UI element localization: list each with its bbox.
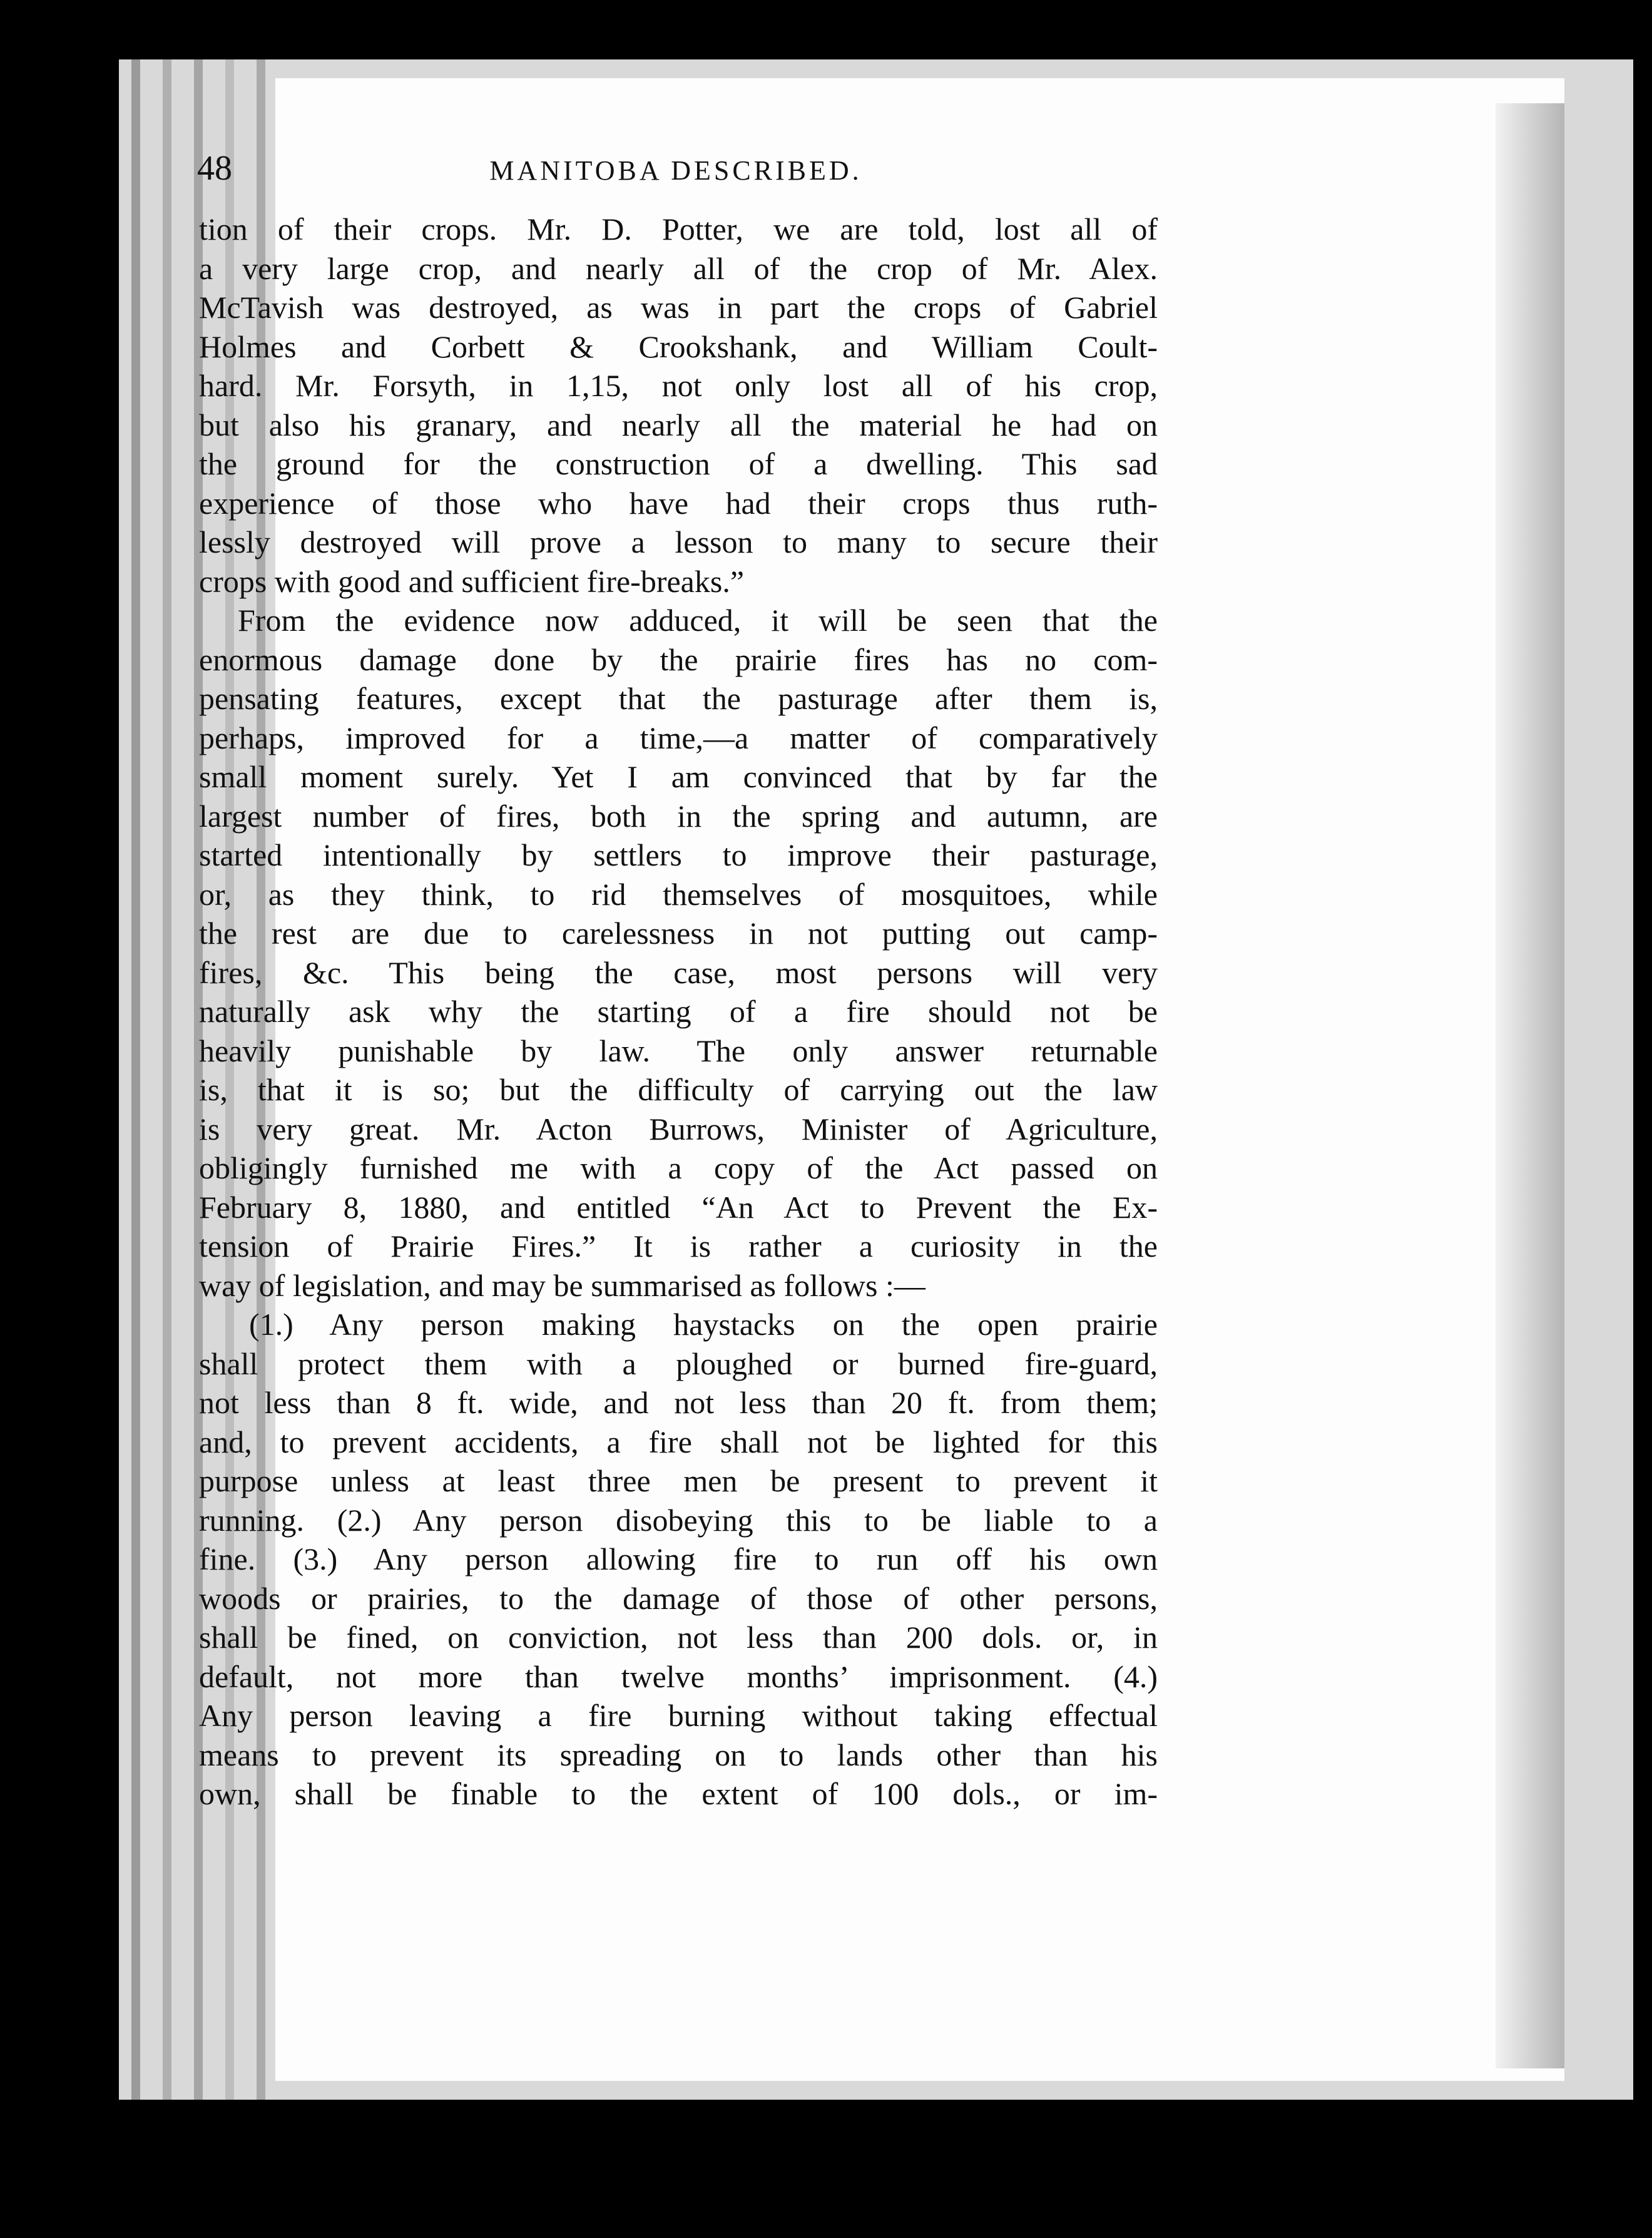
- text-line: tension of Prairie Fires.” It is rather a curiosity in the: [199, 1229, 1158, 1264]
- text-line: shall protect them with a ploughed or burned fire-guard,: [199, 1346, 1158, 1381]
- text-line: fine. (3.) Any person allowing fire to run off his own: [199, 1541, 1158, 1576]
- text-line: hard. Mr. Forsyth, in 1,15, not only lost all of his crop,: [199, 368, 1158, 403]
- body-text: [199, 210, 1158, 1814]
- text-line: small moment surely. Yet I am convinced that by far the: [199, 759, 1158, 794]
- text-line: From the evidence now adduced, it will be seen that the: [238, 603, 1158, 638]
- text-line: running. (2.) Any person disobeying this to be liable to a: [199, 1502, 1158, 1538]
- text-line: Any person leaving a fire burning without taking effectual: [199, 1698, 1158, 1733]
- text-line: heavily punishable by law. The only answer returnable: [199, 1033, 1158, 1068]
- text-line: Holmes and Corbett & Crookshank, and William Coult-: [199, 329, 1158, 364]
- running-title: MANITOBA DESCRIBED.: [489, 155, 862, 186]
- text-line: is, that it is so; but the difficulty of carrying out the law: [199, 1072, 1158, 1107]
- text-line: obligingly furnished me with a copy of the Act passed on: [199, 1150, 1158, 1185]
- text-line: lessly destroyed will prove a lesson to many to secure their: [199, 524, 1158, 560]
- text-line: means to prevent its spreading on to lands other than his: [199, 1737, 1158, 1772]
- text-line: enormous damage done by the prairie fires has no com-: [199, 641, 1158, 677]
- text-line: naturally ask why the starting of a fire should not be: [199, 994, 1158, 1029]
- text-line: February 8, 1880, and entitled “An Act to Prevent the Ex-: [199, 1189, 1158, 1225]
- page-edge: [131, 59, 140, 2100]
- text-line: purpose unless at least three men be present to prevent it: [199, 1463, 1158, 1498]
- text-line: pensating features, except that the pasturage after them is,: [199, 681, 1158, 716]
- text-line: and, to prevent accidents, a fire shall not be lighted for this: [199, 1424, 1158, 1459]
- text-line: a very large crop, and nearly all of the crop of Mr. Alex.: [199, 250, 1158, 286]
- text-line: fires, &c. This being the case, most persons will very: [199, 954, 1158, 990]
- text-line: started intentionally by settlers to improve their pasturage,: [199, 837, 1158, 872]
- page-header: [197, 141, 1155, 197]
- page-edge: [163, 59, 171, 2100]
- text-line: (1.) Any person making haystacks on the open prairie: [249, 1307, 1158, 1342]
- text-line: default, not more than twelve months’ imprisonment. (4.): [199, 1658, 1158, 1694]
- text-line: own, shall be finable to the extent of 100 dols., or im-: [199, 1776, 1158, 1811]
- text-line: woods or prairies, to the damage of those of other persons,: [199, 1580, 1158, 1616]
- text-line: but also his granary, and nearly all the material he had on: [199, 407, 1158, 442]
- text-line: way of legislation, and may be summarised as follows :—: [199, 1267, 925, 1303]
- text-line: experience of those who have had their crops thus ruth-: [199, 485, 1158, 521]
- page-shadow: [1496, 103, 1564, 2068]
- text-line: largest number of fires, both in the spring and autumn, are: [199, 798, 1158, 834]
- text-line: the rest are due to carelessness in not putting out camp-: [199, 916, 1158, 951]
- text-line: is very great. Mr. Acton Burrows, Minister of Agriculture,: [199, 1111, 1158, 1147]
- page-number: 48: [197, 149, 232, 188]
- text-line: perhaps, improved for a time,—a matter of comparatively: [199, 720, 1158, 755]
- text-line: not less than 8 ft. wide, and not less than 20 ft. from them;: [199, 1385, 1158, 1420]
- text-line: or, as they think, to rid themselves of mosquitoes, while: [199, 876, 1158, 912]
- text-line: the ground for the construction of a dwelling. This sad: [199, 446, 1158, 481]
- text-line: crops with good and sufficient fire-breaks.”: [199, 563, 745, 599]
- text-line: shall be fined, on conviction, not less than 200 dols. or, in: [199, 1620, 1158, 1655]
- text-line: tion of their crops. Mr. D. Potter, we are told, lost all of: [199, 212, 1158, 247]
- text-line: McTavish was destroyed, as was in part the crops of Gabriel: [199, 290, 1158, 325]
